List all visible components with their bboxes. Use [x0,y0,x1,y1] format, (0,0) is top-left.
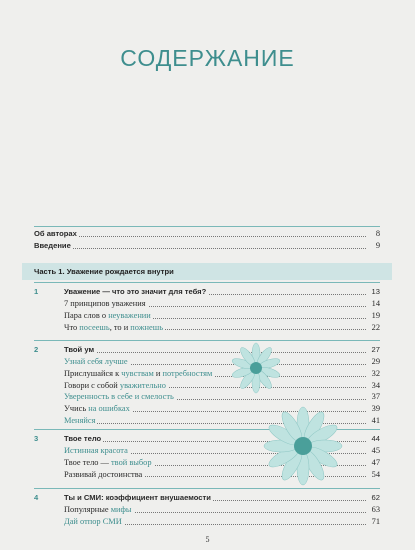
daisy-flower-icon [228,342,284,394]
chapter-number: 3 [34,434,39,443]
toc-subentry-label: Что посеешь, то и пожнешь [64,322,164,332]
toc-subentry-label: Популярные мифы [64,505,132,514]
chapter-divider [34,282,380,283]
page-title: СОДЕРЖАНИЕ [120,45,295,71]
daisy-flower-icon [258,406,348,486]
toc-entry-page: 8 [375,229,380,238]
toc-subentry-label: Уверенность в себе и смелость [64,392,174,402]
toc-subentry-label: Узнай себя лучше [64,357,128,366]
toc-subentry-label: Дай отпор СМИ [64,516,122,526]
toc-entry-page: 22 [371,322,380,332]
toc-subentry[interactable] [64,504,380,516]
toc-entry-page: 63 [371,505,380,514]
toc-subentry-label: Твое тело — твой выбор [64,457,152,467]
toc-entry-page: 71 [371,516,380,526]
toc-subentry[interactable] [64,322,380,334]
toc-entry-page: 32 [371,368,380,378]
chapter-title-entry[interactable] [64,286,380,298]
toc-entry-page: 9 [375,241,380,250]
toc-entry-page: 45 [371,446,380,455]
toc-subentry-label: Говори с собой уважительно [64,380,166,390]
chapter-divider [34,340,380,341]
toc-subentry-label: Развивай достоинства [64,469,143,479]
chapter-number: 2 [34,345,39,354]
toc-entry-page: 47 [371,457,380,467]
toc-entry-page: 41 [371,415,380,425]
chapter-title-entry[interactable] [64,492,380,504]
toc-subentry-label: Истинная красота [64,446,128,455]
page-number: 5 [205,535,210,544]
toc-subentry-label: 7 принципов уважения [64,299,146,308]
toc-entry-page: 27 [371,345,380,354]
chapter-number: 1 [34,287,39,296]
toc-subentry-label: Меняйся [64,415,96,425]
toc-entry-page: 13 [371,287,380,296]
toc-subentry[interactable] [64,368,380,380]
toc-subentry[interactable] [64,380,380,392]
toc-subentry[interactable] [64,516,380,528]
toc-entry-page: 19 [371,310,380,320]
toc-entry-page: 54 [371,469,380,479]
chapter-title: Твой ум [64,345,95,354]
part-heading[interactable]: Часть 1. Уважение рождается внутри [34,267,174,276]
chapter-divider [34,488,380,489]
toc-subentry[interactable] [64,298,380,310]
toc-entry-page: 34 [371,380,380,390]
toc-entry-page: 29 [371,357,380,366]
chapter-title: Ты и СМИ: коэффициент внушаемости [64,493,211,502]
toc-entry-label: Введение [34,241,71,250]
toc-subentry-label: Пара слов о неуважении [64,310,151,320]
toc-entry-page: 44 [371,434,380,443]
toc-entry-introduction[interactable] [34,240,380,252]
toc-subentry[interactable] [64,356,380,368]
toc-entry-page: 39 [371,404,380,414]
toc-subentry[interactable] [64,310,380,322]
chapter-title: Твое тело [64,434,102,443]
divider [34,226,380,227]
toc-subentry-label: Прислушайся к чувствам и потребностям [64,368,213,378]
toc-entry-page: 37 [371,392,380,402]
toc-entry-page: 14 [371,299,380,308]
toc-subentry[interactable] [64,391,380,403]
toc-entry-about-authors[interactable] [34,228,380,240]
chapter-number: 4 [34,493,39,502]
toc-subentry-label: Учись на ошибках [64,404,130,414]
chapter-title: Уважение — что это значит для тебя? [64,287,207,296]
chapter-title-entry[interactable] [64,344,380,356]
front-matter-list [34,228,380,252]
toc-entry-label: Об авторах [34,229,77,238]
toc-entry-page: 62 [371,493,380,502]
